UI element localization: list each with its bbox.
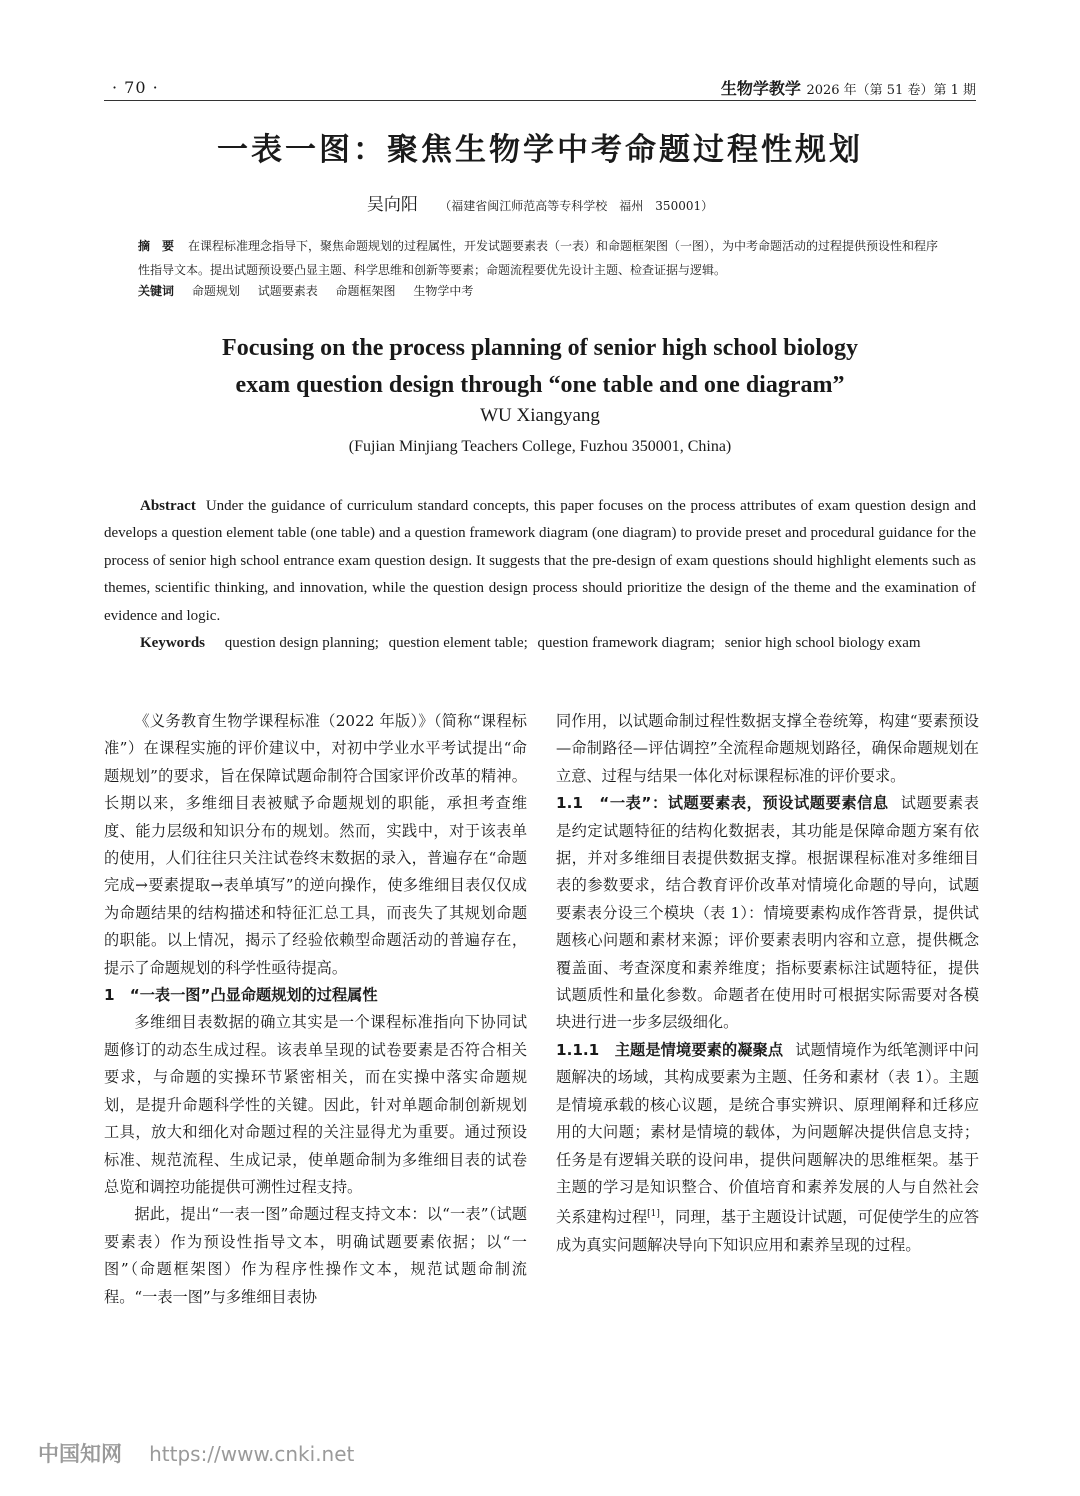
subsection-heading: 1.1 “一表”：试题要素表，预设试题要素信息 [556, 794, 889, 813]
reference-marker[interactable]: [1] [647, 1209, 660, 1220]
author-line-chinese [0, 190, 1080, 215]
affiliation-english: (Fujian Minjiang Teachers College, Fuzhou 350001, China) [348, 438, 732, 455]
cnki-logo: 中国知网 [38, 1442, 122, 1466]
keywords-chinese-label: 关键词 [138, 284, 175, 298]
keywords-english [104, 630, 976, 657]
body-column-left [104, 708, 527, 1311]
journal-name: 生物学教学 [720, 79, 801, 98]
keyword-chinese: 命题规划 [191, 284, 240, 298]
body-paragraph: 多维细目表数据的确立其实是一个课程标准指向下协同试题修订的动态生成过程。该表单呈现的试卷要素是否符合相关要求，与命题的实操环节紧密相关，而在实操中落实命题规划，是提升命题科学性的关键。因此，针对单题命制创新规划工具，放大和细化对命题过程的关注显得尤为重要。通过预设标准、规范流程、生成记录，使单题命制为多维细目表的试卷总览和调控功能提供可溯性过程支持。 [104, 1013, 527, 1196]
subsubsection-text-end: ，同理，基于主题设计试题，可促使学生的应答成为真实问题解决导向下知识应用和素养呈现的过程。 [556, 1208, 980, 1254]
body-paragraph [556, 790, 979, 1037]
abstract-english [104, 493, 976, 630]
author-english: WU Xiangyang [480, 405, 600, 426]
author-chinese: 吴向阳 [366, 195, 418, 215]
abstract-english-text: Under the guidance of curriculum standard concepts, this paper focuses on the process attributes of exam question design and develops a question element table (one table) and a question framework diagram (one diagram) to provide preset and procedural guidance for the process of senior high school entrance exam question design. It suggests that the pre-design of exam questions should highlight elements such as themes, scientific thinking, and innovation, while the question design process should prioritize the design of the theme and the examination of evidence and logic. [104, 498, 976, 624]
cnki-url[interactable]: https://www.cnki.net [149, 1442, 355, 1466]
keyword-chinese: 命题框架图 [335, 284, 396, 298]
keyword-chinese: 试题要素表 [257, 284, 318, 298]
section-heading: 1 “一表一图”凸显命题规划的过程属性 [104, 986, 378, 1005]
title-english-line: exam question design through “one table and one diagram” [235, 372, 845, 398]
journal-header [721, 76, 976, 99]
body-paragraph: 《义务教育生物学课程标准（2022 年版）》（简称“课程标准”）在课程实施的评价建议中，对初中学业水平考试提出“命题规划”的要求，旨在保障试题命制符合国家评价改革的精神。长期以来，多维细目表被赋予命题规划的职能，承担考查维度、能力层级和知识分布的规划。然而，实践中，对于该表单的使用，人们往往只关注试卷终末数据的录入，普遍存在“命题完成→要素提取→表单填写”的逆向操作，使多维细目表仅仅成为命题结果的结构描述和特征汇总工具，而丧失了其规划命题的职能。以上情况，揭示了经验依赖型命题活动的普遍存在，提示了命题规划的科学性亟待提高。 [104, 712, 527, 977]
page-number: · 70 · [112, 78, 159, 97]
header-rule [104, 100, 976, 101]
keyword-english: question element table; [388, 635, 528, 651]
title-chinese: 一表一图：聚焦生物学中考命题过程性规划 [217, 132, 863, 168]
subsection-text: 试题要素表是约定试题特征的结构化数据表，其功能是保障命题方案有依据，并对多维细目表提供数据支撑。根据课程标准对多维细目表的参数要求，结合教育评价改革对情境化命题的导向，试题要素表分设三个模块（表 1）：情境要素构成作答背景，提供试题核心问题和素材来源；评价要素表明内容和立意，提供概念覆盖面、考查深度和素养维度；指标要素标注试题特征，提供试题质性和量化参数。命题者在使用时可根据实际需要对各模块进行进一步多层级细化。 [556, 794, 979, 1032]
abstract-chinese [138, 234, 944, 282]
title-english-line: Focusing on the process planning of senior high school biology [222, 335, 858, 361]
abstract-english-label: Abstract [140, 498, 196, 514]
keywords-english-label: Keywords [140, 635, 205, 651]
journal-issue: 2026 年（第 51 卷）第 1 期 [806, 83, 976, 98]
body-paragraph: 据此，提出“一表一图”命题过程支持文本：以“一表”（试题要素表）作为预设性指导文本，明确试题要素依据；以“一图”（命题框架图）作为程序性操作文本，规范试题命制流程。“一表一图”与多维细目表协 [104, 1205, 527, 1306]
body-paragraph: 同作用，以试题命制过程性数据支撑全卷统筹，构建“要素预设—命制路径—评估调控”全流程命题规划路径，确保命题规划在立意、过程与结果一体化对标课程标准的评价要求。 [556, 712, 979, 785]
abstract-chinese-text: 在课程标准理念指导下，聚焦命题规划的过程属性，开发试题要素表（一表）和命题框架图（一图），为中考命题活动的过程提供预设性和程序性指导文本。提出试题预设要凸显主题、科学思维和创新等要素；命题流程要优先设计主题、检查证据与逻辑。 [138, 239, 939, 277]
keyword-chinese: 生物学中考 [413, 284, 474, 298]
keyword-english: question framework diagram; [537, 635, 715, 651]
keyword-english: question design planning; [224, 635, 379, 651]
body-column-right [556, 708, 979, 1259]
affiliation-chinese: （福建省闽江师范高等专科学校 福州 350001） [439, 199, 714, 213]
body-paragraph [556, 1037, 979, 1259]
keyword-english: senior high school biology exam [724, 635, 921, 651]
footer-watermark [38, 1438, 354, 1468]
subsubsection-heading: 1.1.1 主题是情境要素的凝聚点 [556, 1040, 784, 1059]
keywords-chinese [138, 282, 944, 299]
abstract-chinese-label: 摘 要 [138, 239, 175, 253]
title-english [120, 330, 960, 404]
subsubsection-text: 试题情境作为纸笔测评中问题解决的场域，其构成要素为主题、任务和素材（表 1）。主题是情境承载的核心议题，是统合事实辨识、原理阐释和迁移应用的大问题；素材是情境的载体，为问题解决提供信息支持；任务是有逻辑关联的设问串，提供问题解决的思维框架。基于主题的学习是知识整合、价值培育和素养发展的人与自然社会关系建构过程 [556, 1040, 980, 1227]
